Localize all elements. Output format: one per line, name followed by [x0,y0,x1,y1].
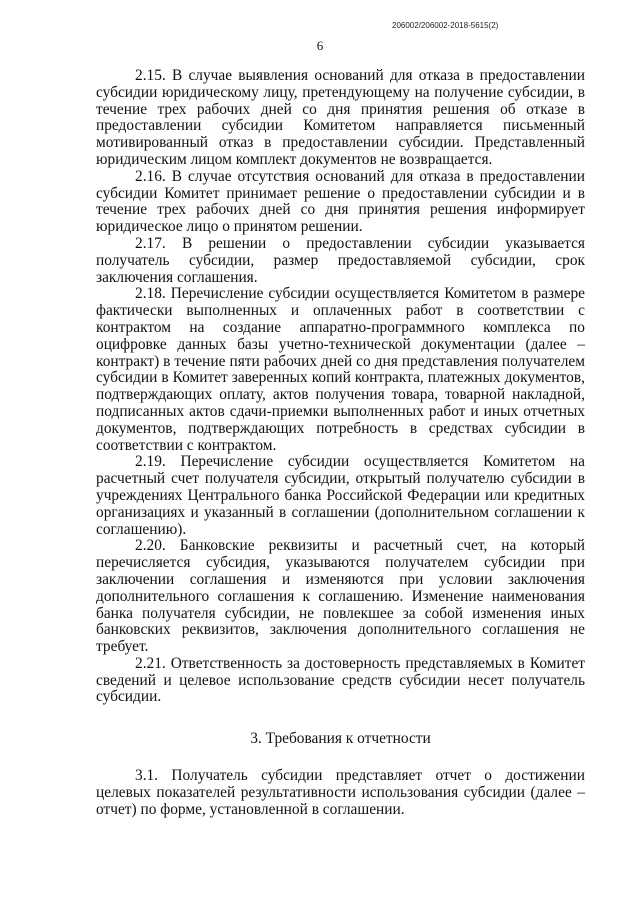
document-id: 206002/206002-2018-5615(2) [392,21,499,30]
paragraph-2-19: 2.19. Перечисление субсидии осуществляется Комитетом на расчетный счет получателя субсидии, открытый получателю субсидии в учреждениях Центрального банка Российской Федерации или кредитных организациях и указанный в соглашении (дополнительном соглашении к соглашению). [96,453,585,538]
paragraph-2-18: 2.18. Перечисление субсидии осуществляется Комитетом в размере фактически выполненных и оплаченных работ в соответствии с контрактом на создание аппаратно-программного комплекса по оцифровке данных базы учетно-технической документации (далее – контракт) в течение пяти рабочих дней со дня представления получателем субсидии в Комитет заверенных копий контракта, платежных документов, подтверждающих оплату, актов получения товара, товарной накладной, подписанных актов сдачи-приемки выполненных работ и иных отчетных документов, подтверждающих потребность в средствах субсидии в соответствии с контрактом. [96,285,585,454]
paragraph-2-17: 2.17. В решении о предоставлении субсидии указывается получатель субсидии, размер предоставляемой субсидии, срок заключения соглашения. [96,234,585,286]
page-number: 6 [316,38,324,53]
document-body [96,68,585,818]
paragraph-3-1: 3.1. Получатель субсидии представляет отчет о достижении целевых показателей результативности использования субсидии (далее – отчет) по форме, установленной в соглашении. [96,767,585,818]
paragraph-2-21: 2.21. Ответственность за достоверность представляемых в Комитет сведений и целевое использование средств субсидии несет получатель субсидии. [96,654,585,706]
paragraph-2-20: 2.20. Банковские реквизиты и расчетный счет, на который перечисляется субсидия, указываются получателем субсидии при заключении соглашения и изменяются при условии заключения дополнительного соглашения к соглашению. Изменение наименования банка получателя субсидии, не повлекшее за собой изменения иных банковских реквизитов, заключения дополнительного соглашения не требует. [96,537,585,656]
section-title: 3. Требования к отчетности [250,730,431,748]
paragraph-2-16: 2.16. В случае отсутствия оснований для отказа в предоставлении субсидии Комитет принимает решение о предоставлении субсидии и в течение трех рабочих дней со дня принятия решения информирует юридическое лицо о принятом решении. [96,167,585,236]
paragraph-2-15: 2.15. В случае выявления оснований для отказа в предоставлении субсидии юридическому лицу, претендующему на получение субсидии, в течение трех рабочих дней со дня принятия решения об отказе в предоставлении субсидии Комитетом направляется письменный мотивированный отказ в предоставлении субсидии. Представленный юридическим лицом комплект документов не возвращается. [96,67,585,168]
